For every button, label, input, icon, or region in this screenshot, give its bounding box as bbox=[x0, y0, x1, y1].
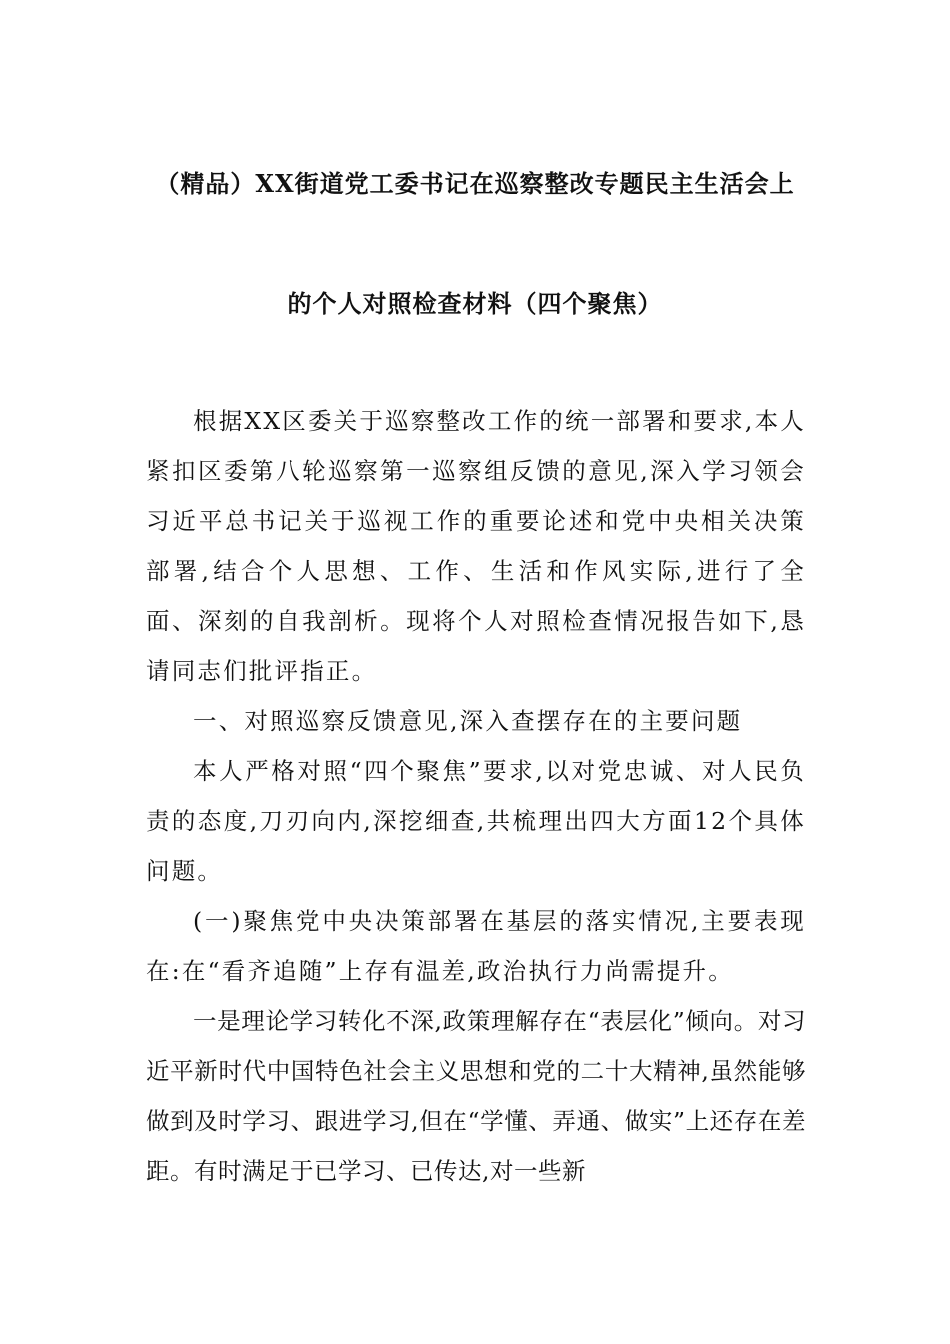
paragraph-four-focus: 本人严格对照“四个聚焦”要求,以对党忠诚、对人民负责的态度,刀刃向内,深挖细查,共梳理出四大方面12个具体问题。 bbox=[146, 757, 806, 885]
paragraph-intro: 根据XX区委关于巡察整改工作的统一部署和要求,本人紧扣区委第八轮巡察第一巡察组反馈的意见,深入学习领会习近平总书记关于巡视工作的重要论述和党中央相关决策部署,结合个人思想、工作、生活和作风实际,进行了全面、深刻的自我剖析。现将个人对照检查情况报告如下,恳请同志们批评指正。 bbox=[146, 407, 806, 685]
document-title-line-1: （精品）XX街道党工委书记在巡察整改专题民主生活会上 bbox=[155, 169, 795, 198]
document-title-line-2: 的个人对照检查材料（四个聚焦） bbox=[287, 289, 663, 318]
section-heading-1: 一、对照巡察反馈意见,深入查摆存在的主要问题 bbox=[193, 707, 743, 735]
document-body bbox=[146, 396, 806, 1196]
subsection-heading-1: (一)聚焦党中央决策部署在基层的落实情况,主要表现在:在“看齐追随”上存有温差,政治执行力尚需提升。 bbox=[146, 907, 806, 985]
paragraph-point-1: 一是理论学习转化不深,政策理解存在“表层化”倾向。对习近平新时代中国特色社会主义思想和党的二十大精神,虽然能够做到及时学习、跟进学习,但在“学懂、弄通、做实”上还存在差距。有时满足于已学习、已传达,对一些新 bbox=[146, 1007, 806, 1185]
